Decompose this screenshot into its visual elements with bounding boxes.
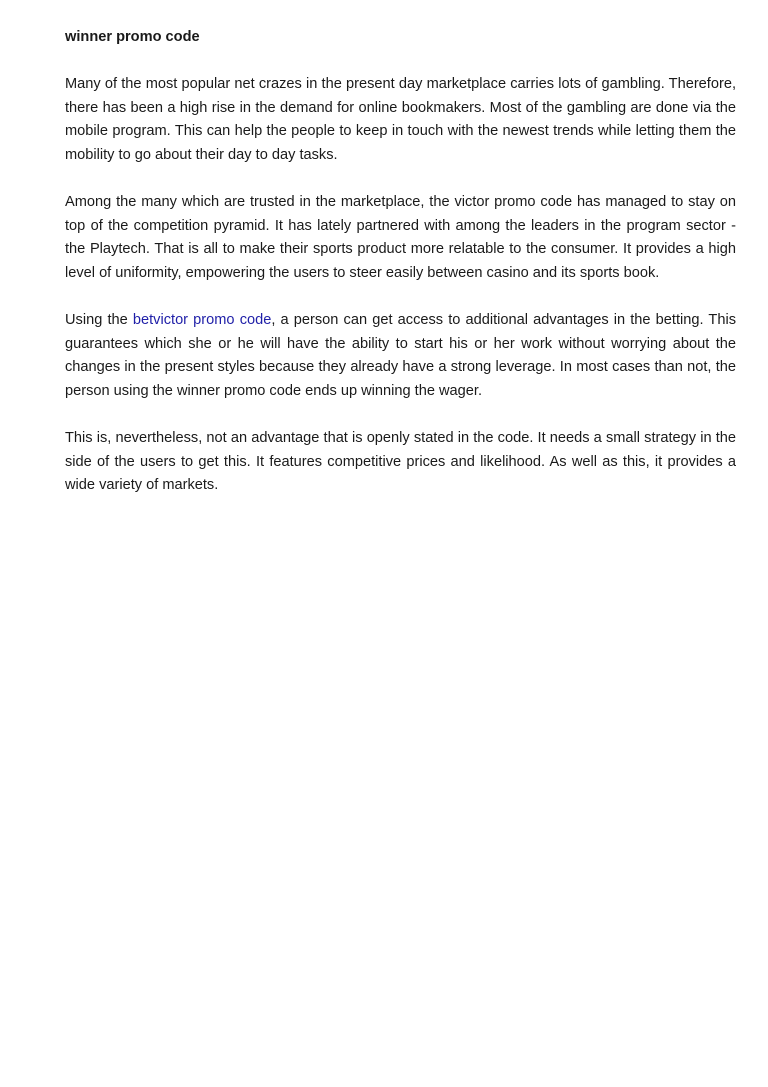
document-title: winner promo code [65,29,200,45]
paragraph-3-lead: Using the [65,312,133,329]
paragraph-2: Among the many which are trusted in the marketplace, the victor promo code has managed to stay on top of the competition pyramid. It has lately partnered with among the leaders in the program sector - the Playtech. That is all to make their sports product more relatable to the consumer. It provides a high level of uniformity, empowering the users to steer easily between casino and its sports book. [65,194,736,281]
paragraph-4: This is, nevertheless, not an advantage that is openly stated in the code. It needs a small strategy in the side of the users to get this. It features competitive prices and likelihood. As well as this, it provides a wide variety of markets. [65,430,736,494]
betvictor-promo-code-link[interactable]: betvictor promo code [132,312,272,329]
paragraph-1: Many of the most popular net crazes in the present day marketplace carries lots of gambling. Therefore, there has been a high rise in the demand for online bookmakers. Most of the gambling are done via the mobile program. This can help the people to keep in touch with the newest trends while letting them the mobility to go about their day to day tasks. [65,76,736,163]
document-page [65,26,736,521]
paragraph-3-rest: , a person can get access to additional advantages in the betting. This guarantees which she or he will have the ability to start his or her work without worrying about the changes in the present styles because they already have a strong leverage. In most cases than not, the person using the winner promo code ends up winning the wager. [65,312,736,399]
paragraph-3 [65,309,736,403]
